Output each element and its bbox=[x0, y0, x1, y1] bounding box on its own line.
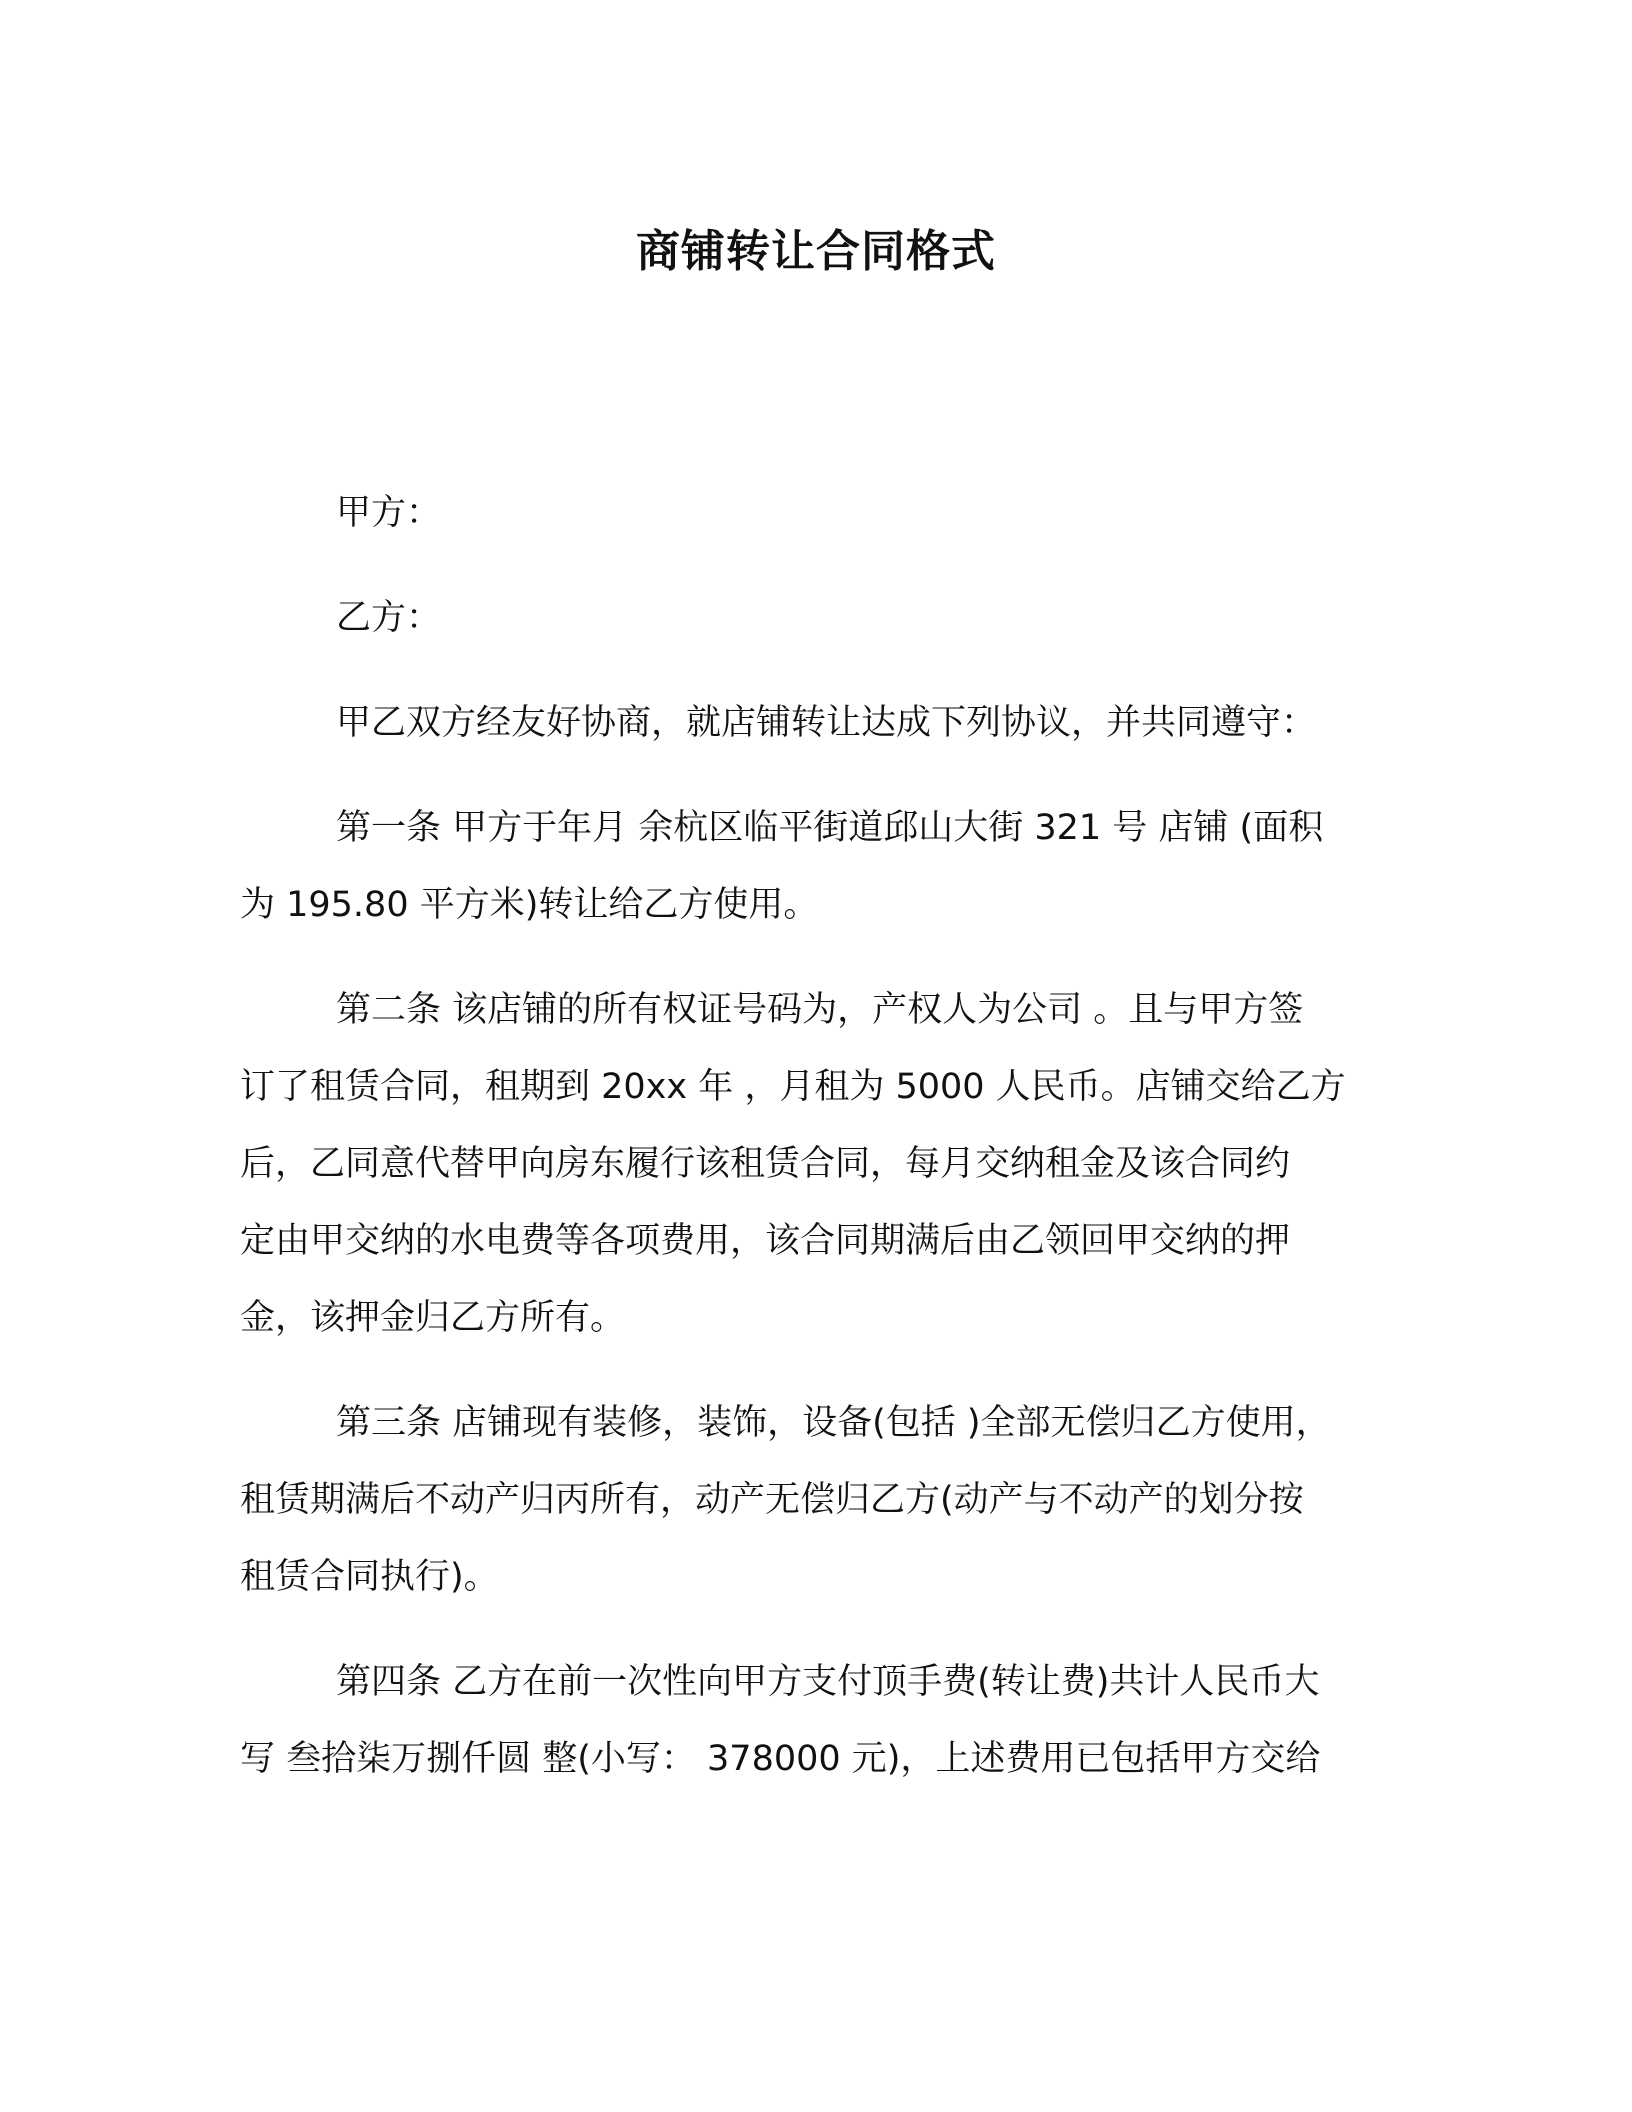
article-3-line-2: 租赁期满后不动产归丙所有，动产无偿归乙方(动产与不动产的划分按 bbox=[240, 1480, 1304, 1520]
article-1-line-1: 第一条 甲方于年月 余杭区临平街道邱山大街 321 号 店铺 (面积 bbox=[336, 808, 1324, 848]
article-4-line-1: 第四条 乙方在前一次性向甲方支付顶手费(转让费)共计人民币大 bbox=[336, 1662, 1320, 1702]
article-3-line-1: 第三条 店铺现有装修，装饰，设备(包括 )全部无偿归乙方使用， bbox=[336, 1403, 1331, 1443]
article-2-line-4: 定由甲交纳的水电费等各项费用，该合同期满后由乙领回甲交纳的押 bbox=[240, 1221, 1291, 1261]
article-2-line-1: 第二条 该店铺的所有权证号码为，产权人为公司 。且与甲方签 bbox=[336, 990, 1304, 1030]
article-4-line-2: 写 叁拾柒万捌仟圆 整(小写： 378000 元)，上述费用已包括甲方交给 bbox=[240, 1739, 1321, 1779]
article-2-line-2: 订了租赁合同，租期到 20xx 年 ，月租为 5000 人民币。店铺交给乙方 bbox=[240, 1067, 1346, 1107]
party-b-label: 乙方： bbox=[336, 598, 442, 638]
article-2-line-3: 后，乙同意代替甲向房东履行该租赁合同，每月交纳租金及该合同约 bbox=[240, 1144, 1291, 1184]
article-2-line-5: 金，该押金归乙方所有。 bbox=[240, 1298, 626, 1338]
document-title: 商铺转让合同格式 bbox=[636, 226, 996, 277]
article-1-line-2: 为 195.80 平方米)转让给乙方使用。 bbox=[240, 885, 819, 925]
party-a-label: 甲方： bbox=[336, 493, 442, 533]
article-3-line-3: 租赁合同执行)。 bbox=[240, 1557, 499, 1597]
preamble: 甲乙双方经友好协商，就店铺转让达成下列协议，并共同遵守： bbox=[336, 703, 1317, 743]
